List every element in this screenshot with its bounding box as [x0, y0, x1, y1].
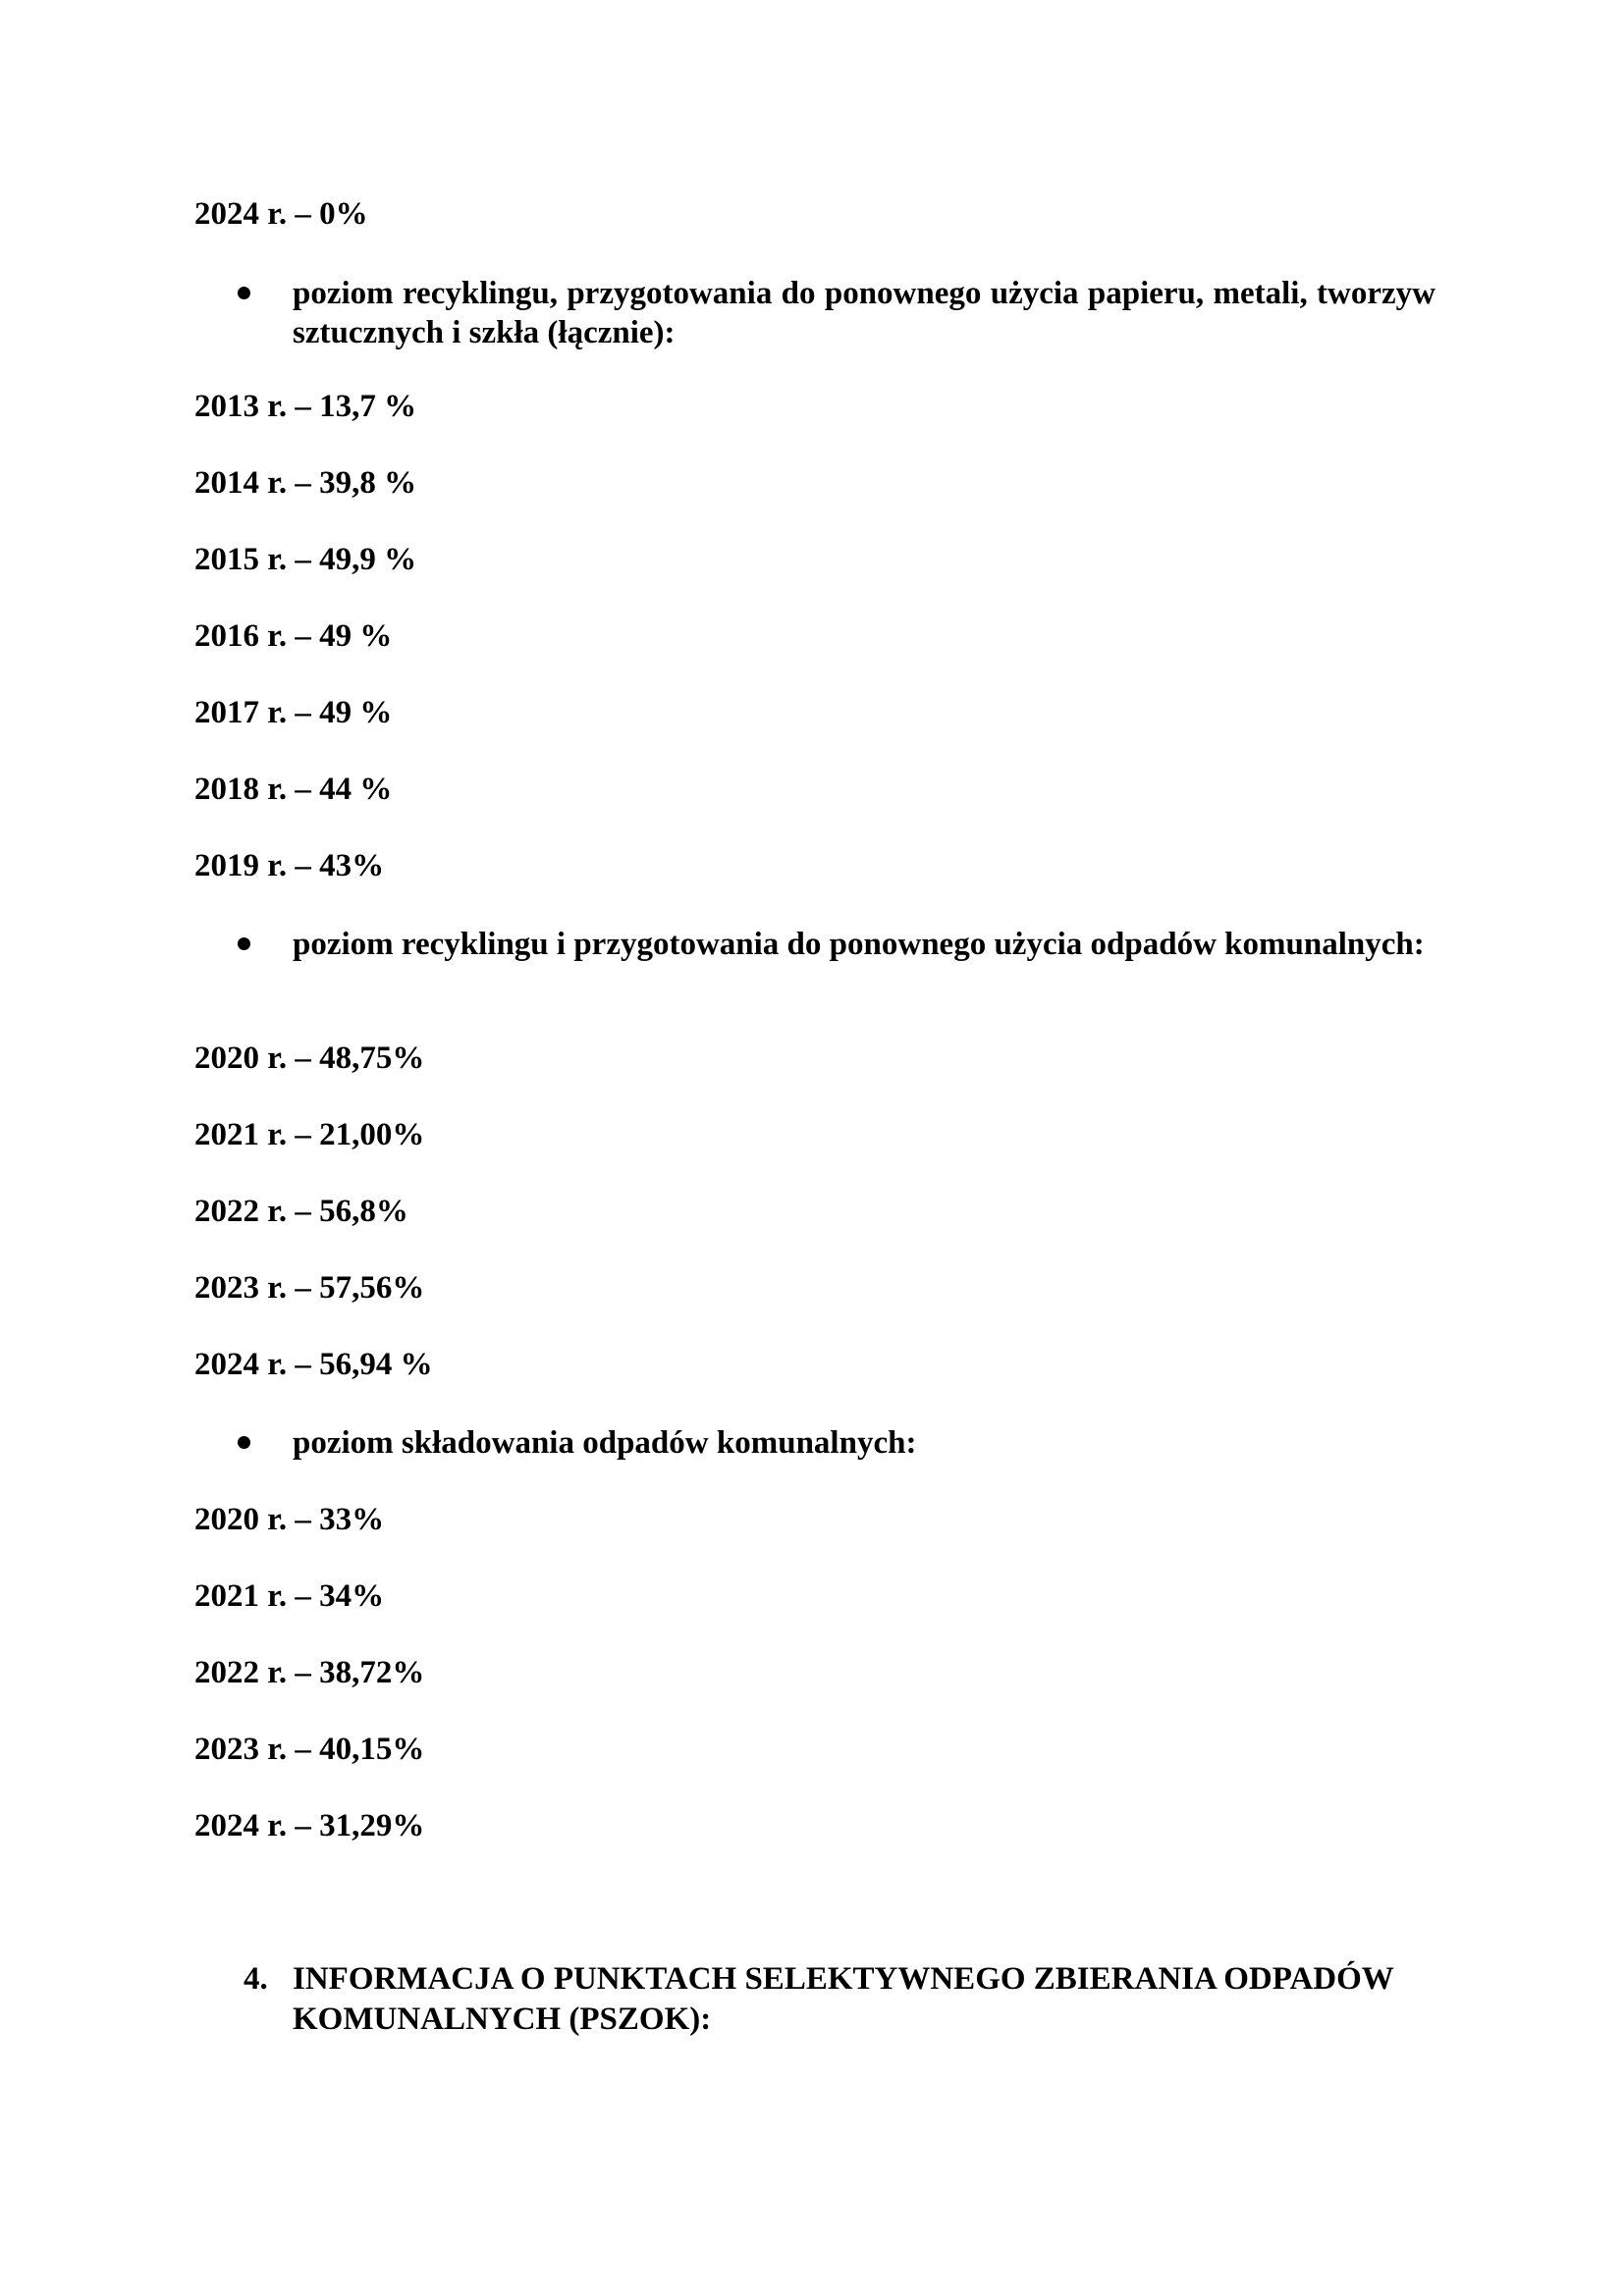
bullet-text: poziom składowania odpadów komunalnych: — [293, 1425, 917, 1461]
section-number: 4. — [244, 1961, 268, 1997]
rate-line: 2018 r. – 44 % — [194, 772, 393, 807]
rate-line: 2017 r. – 49 % — [194, 695, 393, 730]
bullet-icon — [238, 287, 250, 299]
rate-line: 2013 r. – 13,7 % — [194, 389, 417, 424]
rate-line: 2020 r. – 33% — [194, 1502, 385, 1537]
rate-line: 2023 r. – 57,56% — [194, 1270, 425, 1306]
rate-line: 2016 r. – 49 % — [194, 618, 393, 654]
rate-line: 2015 r. – 49,9 % — [194, 542, 417, 577]
bullet-icon — [238, 1436, 250, 1449]
rate-line: 2014 r. – 39,8 % — [194, 465, 417, 501]
rate-line: 2024 r. – 31,29% — [194, 1808, 425, 1843]
bullet-text: poziom recyklingu, przygotowania do ponownego użycia papieru, metali, tworzyw sztucznych i szkła (łącznie): — [293, 276, 1435, 350]
bullet-icon — [238, 937, 250, 950]
rate-line: 2021 r. – 21,00% — [194, 1117, 425, 1152]
rate-line: 2019 r. – 43% — [194, 848, 385, 883]
rate-line: 2020 r. – 48,75% — [194, 1041, 425, 1076]
rate-line: 2022 r. – 38,72% — [194, 1655, 425, 1690]
rate-line: 2022 r. – 56,8% — [194, 1194, 408, 1229]
rate-line: 2024 r. – 56,94 % — [194, 1347, 433, 1382]
section-title: INFORMACJA O PUNKTACH SELEKTYWNEGO ZBIERANIA ODPADÓW KOMUNALNYCH (PSZOK): — [293, 1961, 1394, 2037]
bullet-text: poziom recyklingu i przygotowania do ponownego użycia odpadów komunalnych: — [293, 927, 1425, 962]
rate-line: 2024 r. – 0% — [194, 196, 368, 232]
rate-line: 2021 r. – 34% — [194, 1578, 385, 1614]
rate-line: 2023 r. – 40,15% — [194, 1732, 425, 1767]
